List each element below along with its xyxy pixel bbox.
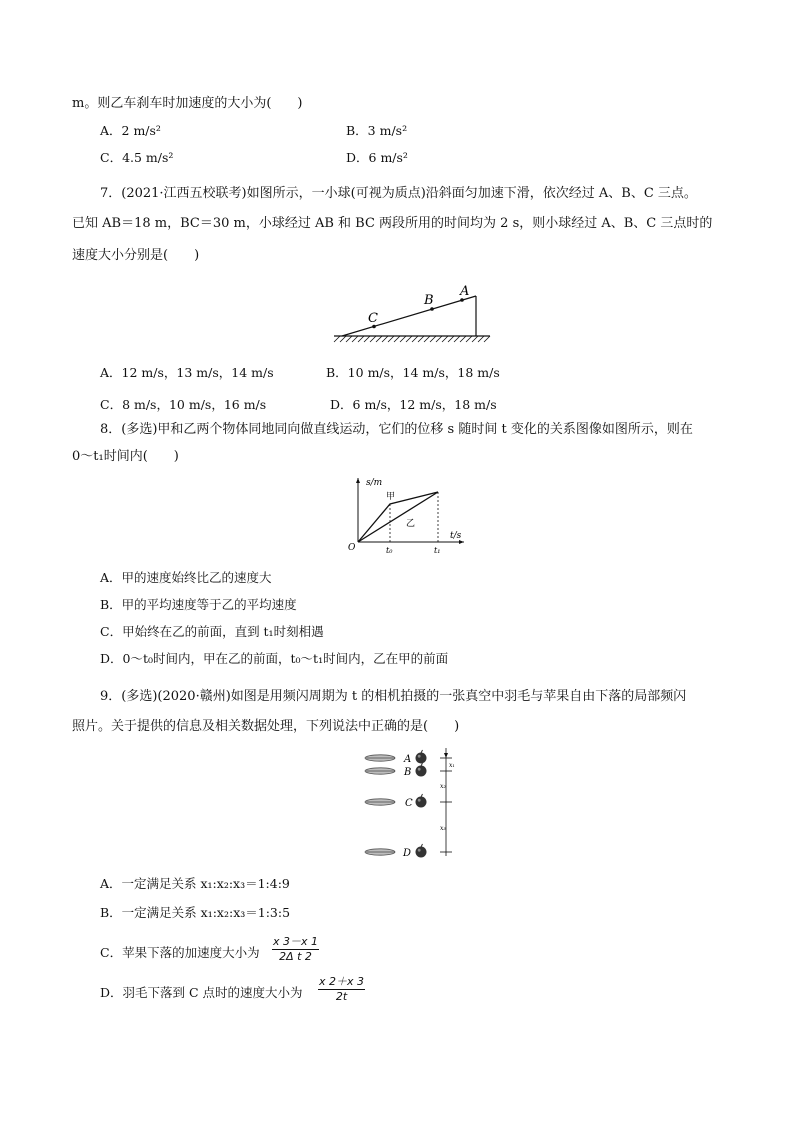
q9-option-b[interactable]: B．一定满足关系 x₁:x₂:x₃＝1:3:5: [100, 905, 291, 920]
q9-option-d-fraction: [318, 975, 365, 1004]
feather-b-icon: [365, 768, 395, 774]
q7-option-a[interactable]: A．12 m/s，13 m/s，14 m/s: [100, 365, 274, 380]
graph-ylabel: s/m: [366, 478, 383, 488]
incline-slope: [342, 296, 476, 336]
q9-option-d-denominator: 2t: [335, 990, 348, 1003]
graph-yi-label: 乙: [406, 519, 416, 529]
feather-c-icon: [365, 799, 395, 805]
q6-option-c[interactable]: C．4.5 m/s²: [100, 150, 174, 165]
graph-xlabel: t/s: [450, 531, 462, 541]
segment-x1-label: x₁: [449, 762, 455, 769]
ruler-arrow-icon: [444, 753, 448, 758]
q7-line3: 速度大小分别是( ): [72, 248, 200, 263]
q9-option-c-numerator: x 3－x 1: [273, 935, 319, 948]
ground-hatching: [334, 336, 490, 342]
series-yi-line: [358, 492, 438, 542]
q6-option-a[interactable]: A．2 m/s²: [100, 123, 161, 138]
q8-line2: 0～t₁时间内( ): [72, 449, 179, 464]
graph-t1-label: t₁: [434, 546, 441, 555]
apple-d-icon: [416, 844, 427, 858]
point-d-label: D: [403, 848, 412, 859]
q7-option-d[interactable]: D．6 m/s，12 m/s，18 m/s: [330, 397, 497, 412]
point-a-label: A: [404, 754, 412, 765]
feather-d-icon: [365, 849, 395, 855]
point-c-label: C: [405, 798, 413, 809]
s-t-graph: [344, 474, 469, 556]
q9-option-d[interactable]: D．羽毛下落到 C 点时的速度大小为: [100, 985, 303, 1000]
q8-option-d[interactable]: D．0～t₀时间内，甲在乙的前面，t₀～t₁时间内，乙在甲的前面: [100, 651, 449, 666]
q8-option-c[interactable]: C．甲始终在乙的前面，直到 t₁时刻相遇: [100, 624, 324, 639]
point-a-label: A: [460, 284, 470, 299]
s-axis-arrow-icon: [356, 478, 360, 483]
incline-figure: [330, 282, 495, 344]
q7-line2: 已知 AB＝18 m，BC＝30 m，小球经过 AB 和 BC 两段所用的时间均为 2 s，则小球经过 A、B、C 三点时的: [72, 216, 713, 231]
feather-a-icon: [365, 755, 395, 761]
q7-line1: 7．(2021·江西五校联考)如图所示，一小球(可视为质点)沿斜面匀加速下滑，依次经过 A、B、C 三点。: [100, 186, 697, 201]
q9-line1: 9．(多选)(2020·赣州)如图是用频闪周期为 t 的相机拍摄的一张真空中羽毛与苹果自由下落的局部频闪: [100, 689, 687, 704]
point-b-label: B: [404, 767, 412, 778]
q6-option-b[interactable]: B．3 m/s²: [346, 123, 408, 138]
q9-option-c[interactable]: C．苹果下落的加速度大小为: [100, 945, 260, 960]
strobe-photo-figure: [362, 744, 462, 862]
graph-t0-label: t₀: [386, 546, 393, 555]
q8-option-b[interactable]: B．甲的平均速度等于乙的平均速度: [100, 597, 297, 612]
q6-option-d[interactable]: D．6 m/s²: [346, 150, 408, 165]
q9-line2: 照片。关于提供的信息及相关数据处理，下列说法中正确的是( ): [72, 719, 460, 734]
apple-b-icon: [416, 763, 427, 777]
segment-x2-label: x₂: [440, 783, 446, 790]
point-c-label: C: [368, 311, 378, 326]
q9-option-a[interactable]: A．一定满足关系 x₁:x₂:x₃＝1:4:9: [100, 876, 290, 891]
q8-option-a[interactable]: A．甲的速度始终比乙的速度大: [100, 570, 272, 585]
q7-option-b[interactable]: B．10 m/s，14 m/s，18 m/s: [326, 365, 500, 380]
segment-x3-label: x₃: [440, 825, 446, 832]
graph-jia-label: 甲: [386, 492, 396, 502]
q9-option-d-numerator: x 2＋x 3: [319, 975, 365, 988]
q8-line1: 8．(多选)甲和乙两个物体同地同向做直线运动，它们的位移 s 随时间 t 变化的关系图像如图所示，则在: [100, 422, 693, 437]
apple-c-icon: [416, 794, 427, 808]
q6-tail: m。则乙车刹车时加速度的大小为( ): [72, 96, 303, 111]
graph-origin: O: [348, 543, 356, 553]
q9-option-c-denominator: 2Δ t 2: [279, 950, 312, 963]
q9-option-c-fraction: [272, 935, 319, 964]
apple-a-icon: [416, 750, 427, 764]
q7-option-c[interactable]: C．8 m/s，10 m/s，16 m/s: [100, 397, 267, 412]
point-b-label: B: [424, 293, 434, 308]
